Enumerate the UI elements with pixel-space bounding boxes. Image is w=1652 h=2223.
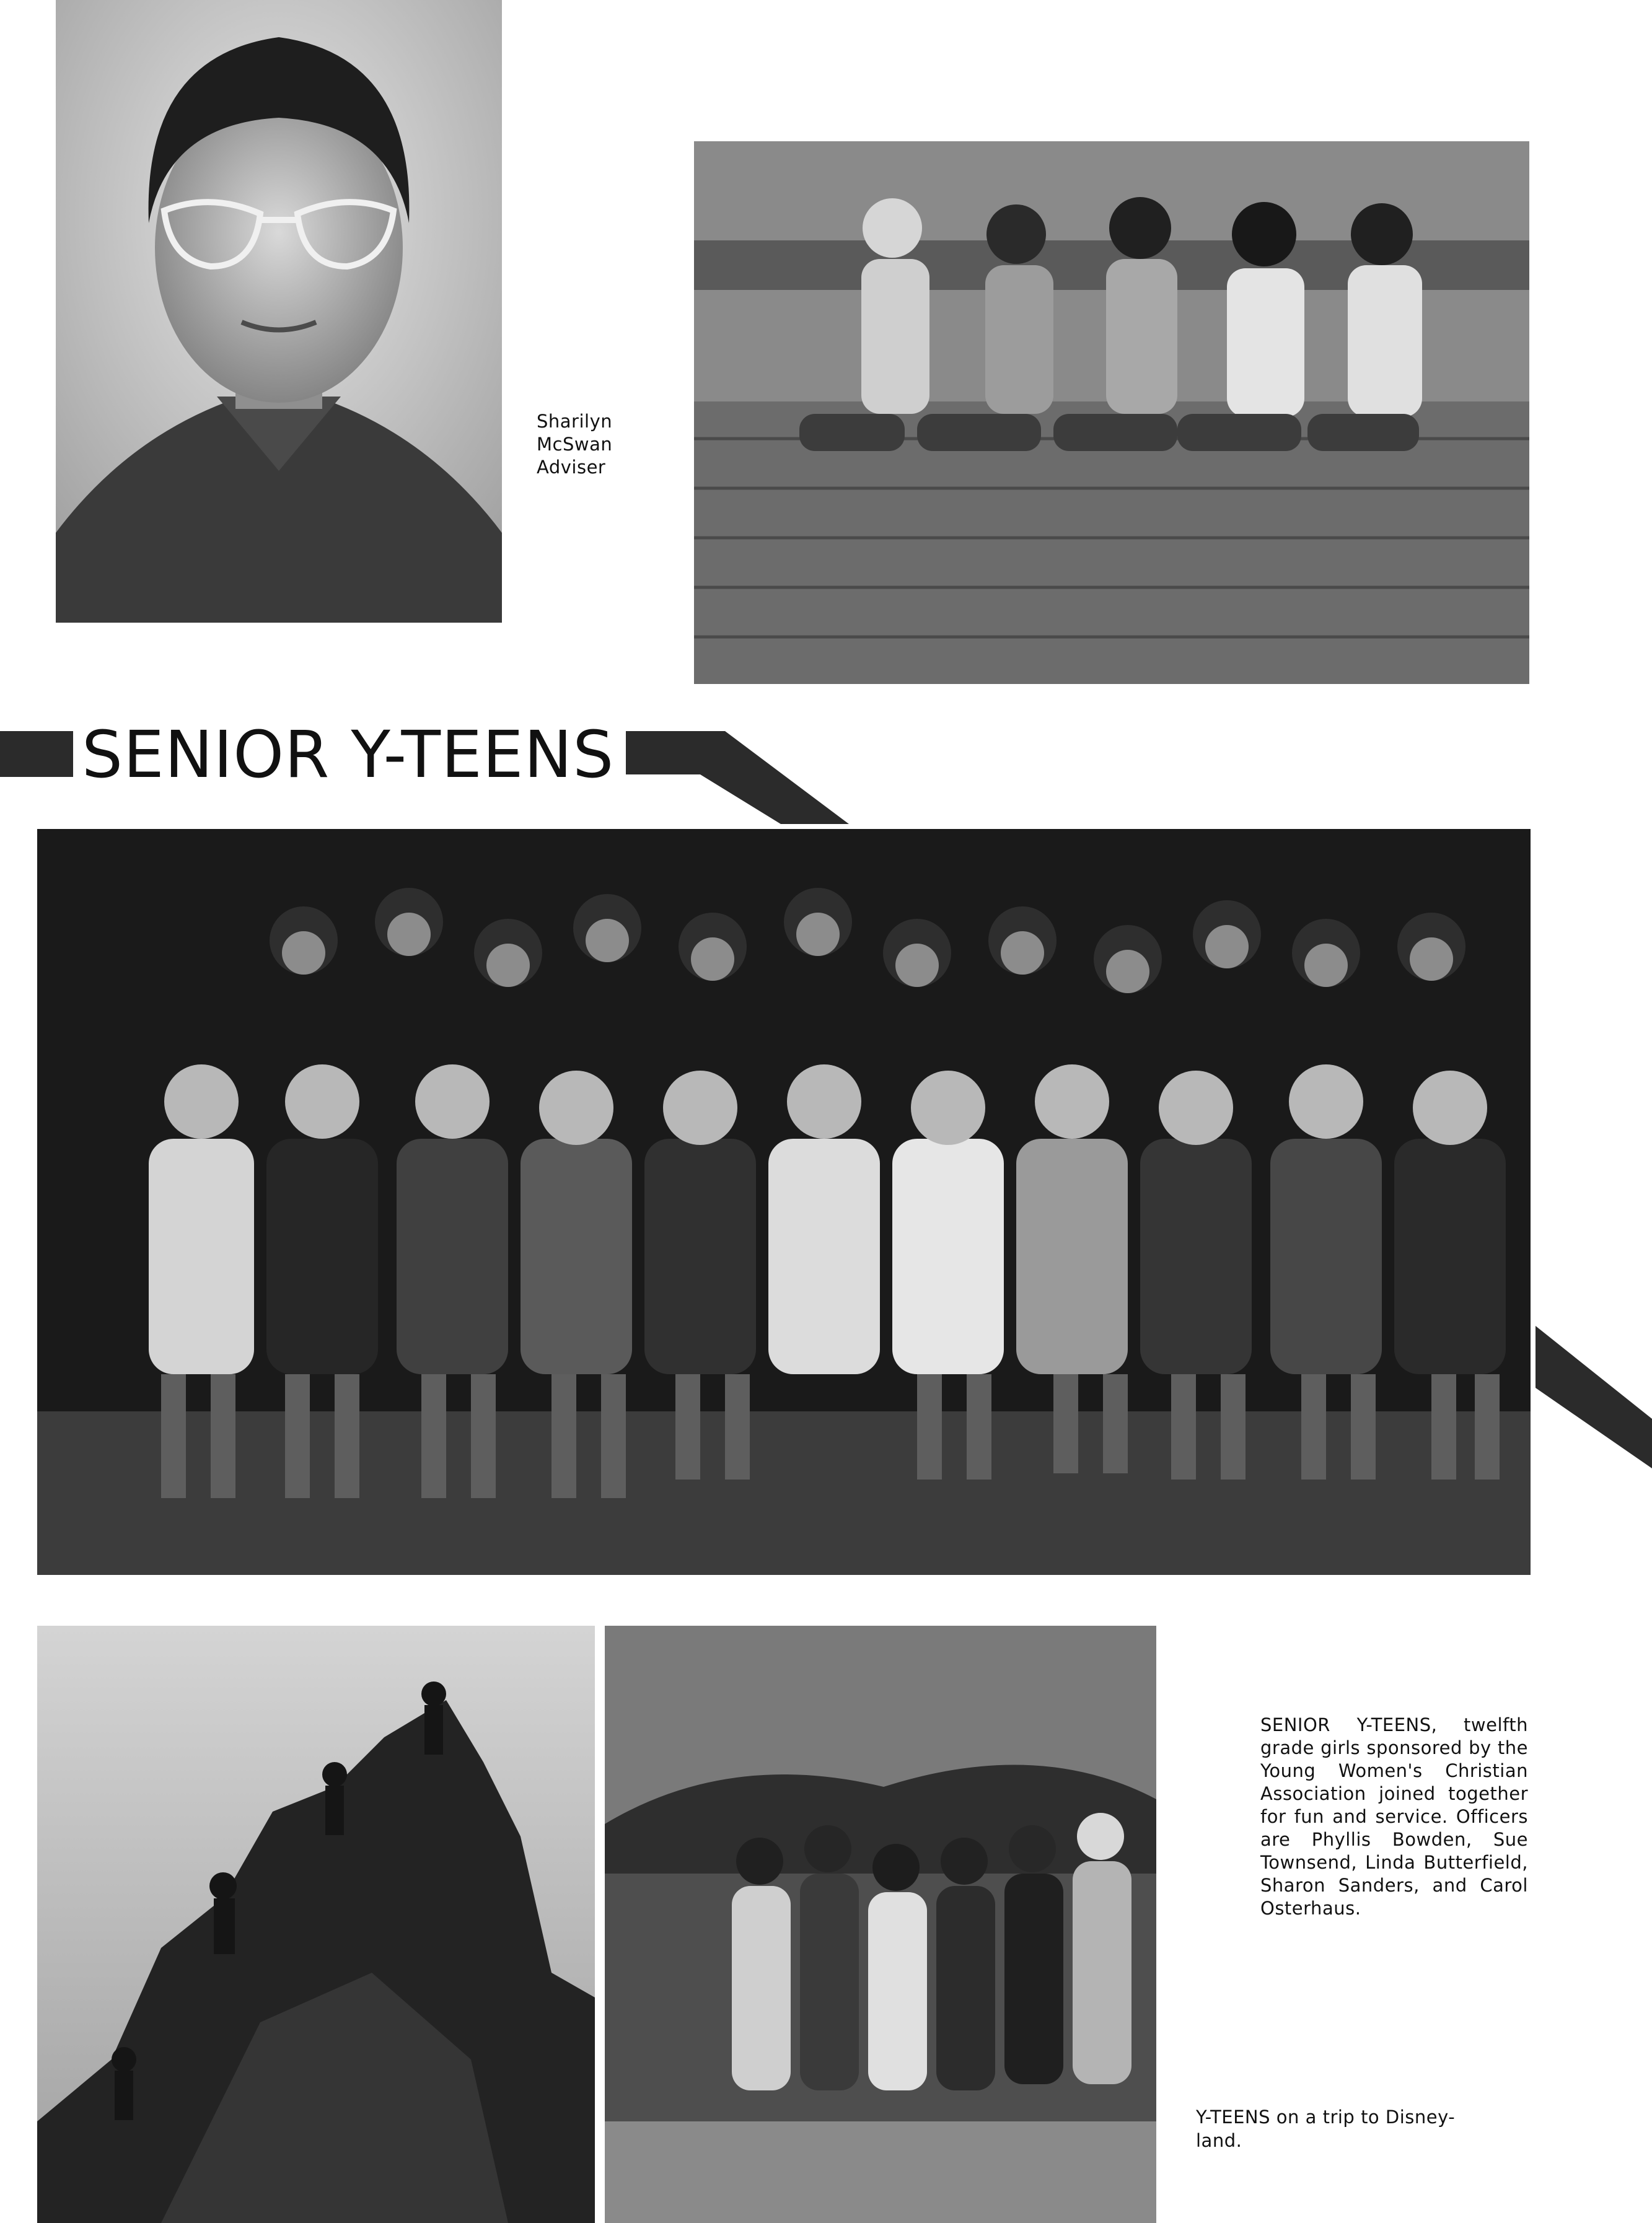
title-band-left [0, 731, 73, 777]
adviser-first-name: Sharilyn [537, 411, 613, 432]
adviser-role: Adviser [537, 457, 606, 478]
trip-caption: Y-TEENS on a trip to Disney-land. [1196, 2107, 1456, 2151]
page-title: SENIOR Y-TEENS [82, 717, 615, 792]
climbing-photo [37, 1626, 595, 2223]
description-caption: SENIOR Y-TEENS, twelfth grade girls sponsored by the Young Women's Christian Association joined together for fun and service. Officers are Phyllis Bowden, Sue Townsend, Linda Butterfield, Sharon Sanders, and Carol Osterhaus. [1260, 1714, 1528, 1919]
officers-photo [694, 141, 1529, 684]
right-edge-band [1536, 1326, 1652, 1468]
disneyland-photo [605, 1626, 1156, 2223]
adviser-portrait-photo [56, 0, 502, 623]
adviser-caption [537, 410, 636, 479]
title-band-right [626, 725, 874, 824]
group-photo [37, 829, 1531, 1575]
adviser-last-name: McSwan [537, 434, 613, 455]
